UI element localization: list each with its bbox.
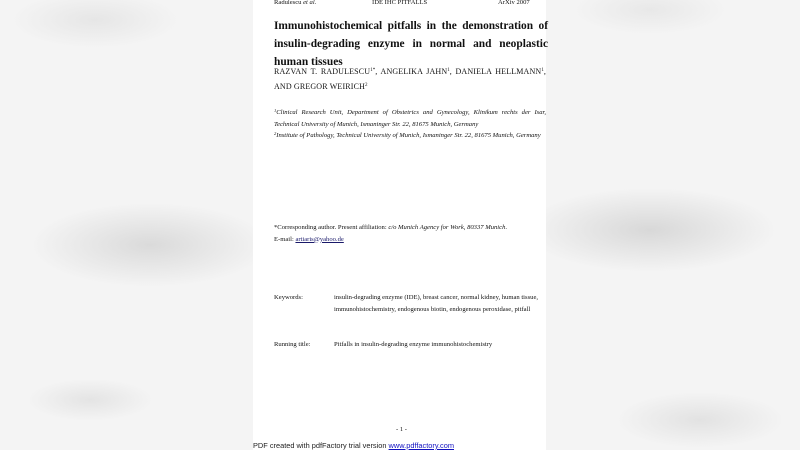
email-label: E-mail: [274, 235, 296, 243]
author-1: RAZVAN T. RADULESCU [274, 67, 371, 76]
affiliation-1-text: Clinical Research Unit, Department of Obstetrics and Gynecology, Klinikum rechts der Isar, Technical University of Munich, Ismaninger Str. 22, 81675 Munich, Germany [274, 109, 546, 128]
affiliation-1-sup: 1 [274, 108, 277, 113]
pdffactory-link[interactable]: www.pdffactory.com [388, 441, 454, 450]
header-center: IDE IHC PITFALLS [372, 0, 428, 6]
header-author-name: Radulescu [274, 0, 302, 6]
correspondence-prefix: *Corresponding author. Present affiliation: [274, 224, 389, 231]
author-1-sup: 1* [370, 68, 376, 73]
email-line [274, 234, 507, 246]
keywords-label: Keywords: [274, 294, 303, 301]
paper-title: Immunohistochemical pitfalls in the demonstration of insulin-degrading enzyme in normal and neoplastic human tissues [274, 20, 548, 68]
running-title-text: Pitfalls in insulin-degrading enzyme immunohistochemistry [334, 341, 493, 348]
author-3: DANIELA HELLMANN [455, 67, 542, 76]
author-2: ANGELIKA JAHN [380, 67, 448, 76]
pdf-footer [253, 441, 454, 450]
author-2-sup: 1 [447, 68, 450, 73]
keywords-line-1: insulin-degrading enzyme (IDE), breast cancer, normal kidney, human tissue, [334, 294, 539, 301]
affiliation-1 [274, 105, 546, 130]
page-number: - 1 - [396, 426, 407, 433]
author-4: AND GREGOR WEIRICH [274, 82, 365, 91]
header-author [274, 0, 316, 7]
correspondence-block [274, 222, 507, 245]
affiliation-2-text: Institute of Pathology, Technical University of Munich, Ismaninger Str. 22, 81675 Munich, Germany [276, 132, 541, 139]
keywords-text [334, 292, 548, 316]
author-3-sup: 1 [541, 68, 544, 73]
correspondence-suffix: . [505, 224, 508, 231]
email-link[interactable]: artiaris@yahoo.de [295, 235, 344, 243]
footer-prefix: PDF created with pdfFactory trial version [253, 441, 389, 450]
correspondence-affiliation: c/o Munich Agency for Work, 80337 Munich [388, 224, 506, 231]
header-right: ArXiv 2007 [498, 0, 530, 6]
affiliation-2-sup: 2 [274, 131, 277, 136]
author-4-sup: 2 [365, 83, 368, 88]
header-etal: et al. [303, 0, 317, 6]
keywords-line-2: immunohistochemistry, endogenous biotin, endogenous peroxidase, pitfall [334, 306, 531, 313]
affiliation-2 [274, 128, 546, 142]
author-list: RAZVAN T. $RADULESCU^{1*}$, ANGELIKA JAHN$^1$, DANIELA HELLMANN$^1$, AND GREGOR WEIRICH$^2$ [274, 67, 546, 91]
running-title-label: Running title: [274, 341, 311, 348]
correspondence-line [274, 222, 507, 234]
